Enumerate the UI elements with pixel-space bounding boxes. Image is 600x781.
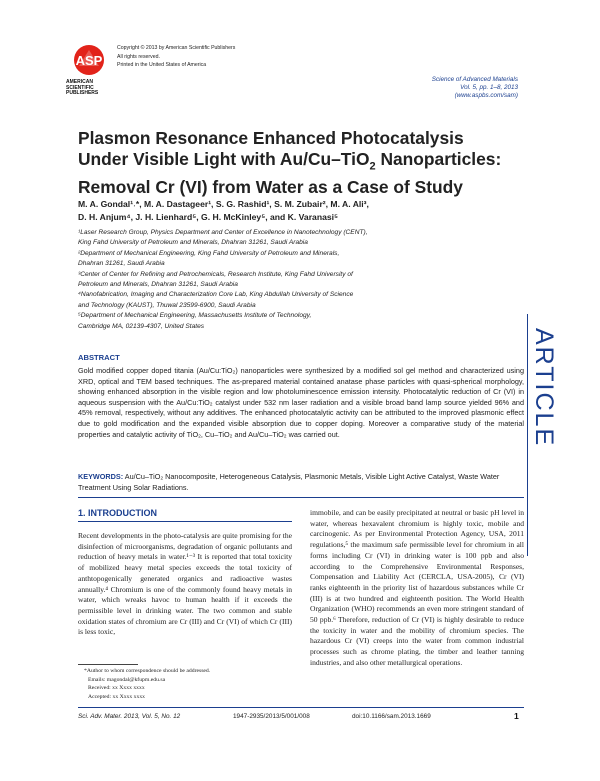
- title-line-2: [78, 149, 538, 177]
- title-subscript: 2: [369, 160, 376, 173]
- journal-url[interactable]: (www.aspbs.com/sam): [454, 91, 518, 99]
- affiliation-line: ¹Laser Research Group, Physics Department and Center of Excellence in Nanotechnology (CENT),: [78, 229, 368, 236]
- author-line: D. H. Anjum⁴, J. H. Lienhard⁵, G. H. McKinley⁵, and K. Varanasi⁵: [78, 211, 339, 222]
- title-line-3: Removal Cr (VI) from Water as a Case of Study: [78, 177, 463, 198]
- keywords: [78, 472, 524, 493]
- logo-text: ASP: [75, 53, 103, 68]
- affiliation-line: ⁴Nanofabrication, Imaging and Characterization Core Lab, King Abdullah University of Science: [78, 291, 354, 299]
- section-heading-introduction: 1. INTRODUCTION: [78, 508, 158, 518]
- footnote-line: Accepted: xx Xxxx xxxx: [88, 693, 146, 700]
- copyright-line: All rights reserved.: [117, 53, 160, 60]
- footnote-line: Received: xx Xxxx xxxx: [88, 685, 145, 692]
- footer-citation: Sci. Adv. Mater. 2013, Vol. 5, No. 12: [78, 713, 181, 720]
- publisher-name-line: SCIENTIFIC: [66, 84, 94, 91]
- footnote-line: *Author to whom correspondence should be addressed.: [84, 668, 211, 674]
- intro-right-column: immobile, and can be easily precipitated at neutral or basic pH level in water, whereas hexavalent chromium is highly toxic, mobile and carcinogenic. As per Environmental Protection Agency, USA, 2011 regulations,⁵ the maximum safe permissible level for chromium in all forms including Cr (VI) in drinking water is 100 ppb and also according to the Comprehensive Environmental Responses, Compensation and Liability Act (CERCLA, USA-2005), Cr (VI) ranks eighteenth in the priority list of hazardous substances while Cr (III) is at two hundred and eighteenth position. The World Health Organization (WHO) recommends an even more stringent standard of 50 ppb.⁶ Therefore, reduction of Cr (VI) is highly desirable to reduce the toxicity in water and the mobility of chromium species. The hazardous Cr (VI) creeps into the water from common industrial processes such as chrome plating, the timber and leather tanning industries, and also other metallurgical operations.: [310, 508, 524, 667]
- affiliation-line: and Technology (KAUST), Thuwal 23599-6900, Saudi Arabia: [78, 301, 256, 309]
- affiliation-line: ⁵Department of Mechanical Engineering, Massachusetts Institute of Technology,: [78, 312, 312, 320]
- copyright-line: Printed in the United States of America: [117, 62, 207, 69]
- page-number: 1: [514, 711, 519, 721]
- publisher-name-line: PUBLISHERS: [66, 90, 99, 96]
- affiliation-line: King Fahd University of Petroleum and Minerals, Dhahran 31261, Saudi Arabia: [78, 239, 308, 247]
- footnote-email[interactable]: Emails: magondal@kfupm.edu.sa: [88, 676, 166, 683]
- publisher-name: [66, 80, 112, 97]
- journal-info: [432, 76, 518, 99]
- section-divider: [78, 521, 292, 522]
- keywords-label: KEYWORDS:: [78, 472, 124, 481]
- publisher-name-line: AMERICAN: [66, 79, 93, 85]
- affiliation-line: ²Department of Mechanical Engineering, King Fahd University of Petroleum and Minerals,: [78, 249, 340, 257]
- abstract-divider: [78, 497, 524, 498]
- article-side-label: ARTICLE: [530, 328, 558, 448]
- journal-volume: Vol. 5, pp. 1–8, 2013: [460, 83, 518, 91]
- article-side-rule: [527, 314, 528, 556]
- affiliations: [78, 228, 478, 332]
- affiliation-line: Cambridge MA, 02139-4307, United States: [78, 322, 205, 330]
- intro-left-column: Recent developments in the photo-catalysis are quite promising for the disinfection of microorganisms, degradation of organic pollutants and reduction of heavy metals in water.¹⁻³ It is reported that total toxicity of mobilized heavy metal species exceeds the total toxicity of anthtopogenically generated organics and radioactive wastes annually.⁴ Chromium is one of the commonly found heavy metals in water, which wreaks havoc to human health if it exceeds the permissible level in drinking water. The two common and stable oxidation states of chromium are Cr (III) and Cr (VI) of which Cr (III) is less toxic,: [78, 531, 292, 637]
- footer-doi[interactable]: doi:10.1166/sam.2013.1669: [352, 713, 431, 720]
- correspondence-footnote: [78, 667, 292, 701]
- footer-issn: 1947-2935/2013/5/001/008: [233, 713, 310, 720]
- author-line: M. A. Gondal¹˒*, M. A. Dastageer¹, S. G. Rashid¹, S. M. Zubair², M. A. Ali³,: [78, 199, 369, 209]
- title-line-2-tail: Nanoparticles:: [375, 149, 502, 169]
- title-line-2-text: Under Visible Light with Au/Cu–TiO: [78, 149, 370, 169]
- affiliation-line: Dhahran 31261, Saudi Arabia: [78, 260, 165, 268]
- affiliation-line: Petroleum and Minerals, Dhahran 31261, Saudi Arabia: [78, 281, 238, 289]
- journal-name: Science of Advanced Materials: [431, 76, 518, 83]
- footer-divider: [78, 707, 524, 708]
- author-list: [78, 198, 478, 223]
- title-line-1: Plasmon Resonance Enhanced Photocatalysis: [78, 128, 464, 148]
- abstract-heading: ABSTRACT: [78, 353, 120, 362]
- keywords-text: Au/Cu–TiO₂ Nanocomposite, Heterogeneous Catalysis, Plasmonic Metals, Visible Light Active Catalyst, Waste Water Treatment Using Solar Radiations.: [78, 472, 500, 492]
- abstract-text: Gold modified copper doped titania (Au/Cu:TiO₂) nanoparticles were synthesized by a modified sol gel method and characterized using XRD, optical and TEM based techniques. The as-prepared material contained anatase phase particles with quasi-spherical morphology, showing enhanced absorption in the visible region and low photoluminescence emission intensity. Photocatalytic reduction of Cr (VI) in aqueous suspension with the Au/Cu:TiO₂ catalyst under 532 nm laser radiation and a visible broad band lamp source yielded 96% and 45% removal, respectively, without any additives. The enhanced photocatalytic activity can be attributed to the improved plasmonic effect due to gold modification and the expanded visible absorption due to copper doping. Moreover a comparative study of the material properties and catalytic activity of TiO₂, Cu–TiO₂ and Au/Cu–TiO₂ was carried out.: [78, 366, 524, 439]
- paper-title: [78, 128, 538, 198]
- footnote-divider: [78, 664, 138, 665]
- copyright-line: Copyright © 2013 by American Scientific Publishers: [117, 45, 236, 51]
- copyright-notice: [117, 44, 235, 70]
- affiliation-line: ³Center of Center for Refining and Petrochemicals, Research Institute, King Fahd University of: [78, 270, 353, 278]
